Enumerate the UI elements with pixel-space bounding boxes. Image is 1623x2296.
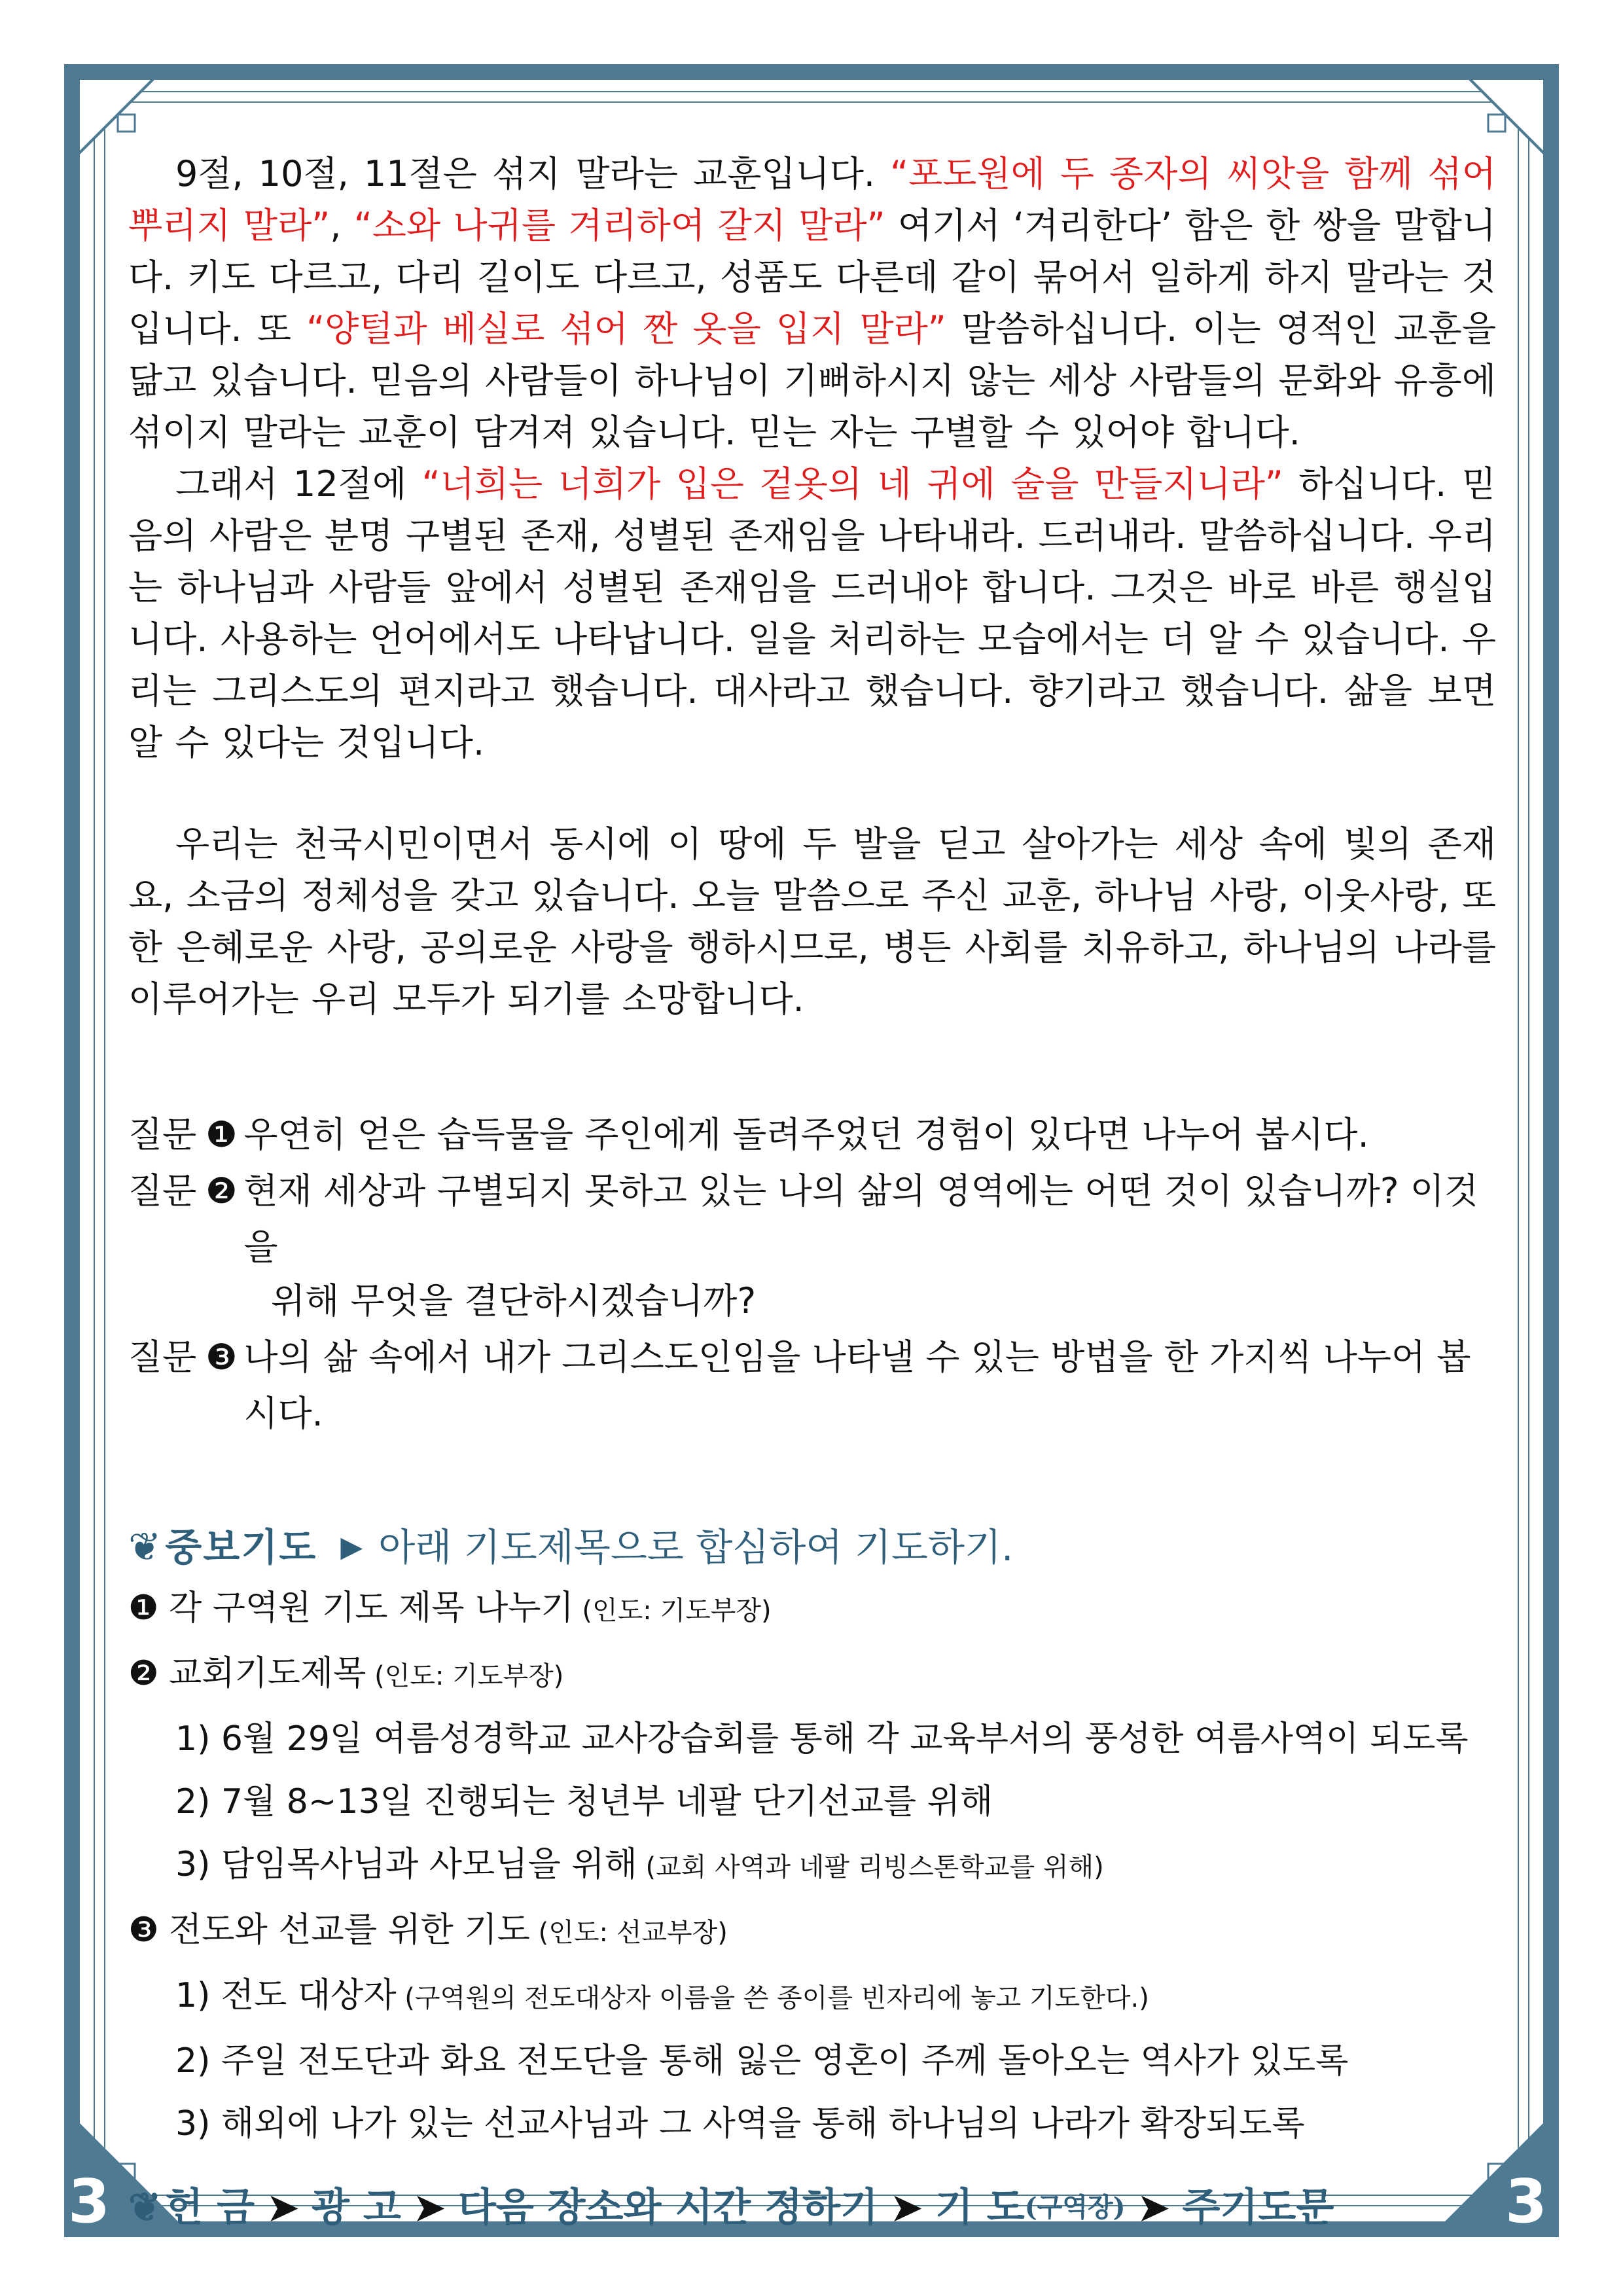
- text-run: 그래서 12절에: [175, 463, 422, 505]
- scripture-quote: “너희는 너희가 입은 겉옷의 네 귀에 술을 만들지니라”: [421, 463, 1283, 505]
- order-step-lords-prayer: 주기도문: [1182, 2185, 1334, 2231]
- order-step-offering: 헌 금: [165, 2185, 255, 2231]
- subitem-text: 1) 전도 대상자: [175, 1976, 397, 2015]
- prayer-subitem: [128, 2030, 1496, 2092]
- prayer-item-note: (인도: 기도부장): [573, 1596, 772, 1626]
- subitem-text: 2) 주일 전도단과 화요 전도단을 통해 잃은 영혼이 주께 돌아오는 역사가 있도록: [175, 2041, 1349, 2081]
- prayer-subitem: [128, 1708, 1496, 1770]
- prayer-subitem: [128, 1833, 1496, 1899]
- subitem-text: 3) 해외에 나가 있는 선교사님과 그 사역을 통해 하나님의 나라가 확장되도록: [175, 2104, 1305, 2144]
- prayer-subitem: [128, 1770, 1496, 1833]
- scripture-quote: “양털과 베실로 섞어 짠 옷을 입지 말라”: [306, 308, 946, 350]
- order-step-prayer-note: (구역장): [1024, 2192, 1126, 2223]
- question-2: [128, 1163, 1496, 1276]
- text-run: 9절, 10절, 11절은 섞지 말라는 교훈입니다.: [175, 153, 891, 194]
- heart-icon: ❦: [128, 2185, 162, 2231]
- arrow-right-icon: ➤: [268, 2186, 299, 2229]
- scripture-quote: “포도원에 두 종자의 씨앗을 함께 섞어 뿌리지 말라”: [128, 153, 1497, 246]
- page-content: [128, 148, 1496, 2240]
- meeting-order: [128, 2175, 1496, 2240]
- prayer-subitem: [128, 2092, 1496, 2155]
- arrow-right-icon: ➤: [1138, 2186, 1169, 2229]
- circled-number-3-icon: ❸: [128, 1910, 159, 1950]
- question-2-continued: 위해 무엇을 결단하시겠습니까?: [271, 1280, 757, 1321]
- prayer-item-text: 각 구역원 기도 제목 나누기: [169, 1588, 574, 1628]
- question-text: 나의 삶 속에서 내가 그리스도인임을 나타낼 수 있는 방법을 한 가지씩 나누어 봅시다.: [243, 1336, 1471, 1434]
- order-step-prayer: 기 도: [935, 2185, 1025, 2231]
- prayer-item-text: 교회기도제목: [169, 1654, 366, 1693]
- arrow-right-icon: ➤: [414, 2186, 445, 2229]
- circled-number-1-icon: ❶: [205, 1114, 238, 1155]
- discussion-questions: [128, 1107, 1496, 1442]
- prayer-title: 중보기도: [165, 1525, 317, 1570]
- question-text: 우연히 얻은 습득물을 주인에게 돌려주었던 경험이 있다면 나누어 봅시다.: [243, 1114, 1369, 1155]
- prayer-item-note: (인도: 선교부장): [529, 1918, 728, 1948]
- subitem-text: 3) 담임목사님과 사모님을 위해: [175, 1845, 637, 1884]
- paragraph-3: 우리는 천국시민이면서 동시에 이 땅에 두 발을 딛고 살아가는 세상 속에 빛의 존재요, 소금의 정체성을 갖고 있습니다. 오늘 말씀으로 주신 교훈, 하나님 사랑, 이웃사랑, 또한 은혜로운 사랑, 공의로운 사랑을 행하시므로, 병든 사회를 치유하고, 하나님의 나라를 이루어가는 우리 모두가 되기를 소망합니다.: [128, 823, 1496, 1020]
- prayer-subitem: [128, 1964, 1496, 2030]
- order-step-next-meeting: 다음 장소와 시간 정하기: [457, 2185, 879, 2231]
- question-label: 질문: [128, 1114, 197, 1155]
- prayer-subtitle: 아래 기도제목으로 합심하여 기도하기.: [378, 1525, 1014, 1570]
- arrow-right-icon: ➤: [891, 2186, 922, 2229]
- question-label: 질문: [128, 1170, 197, 1211]
- page-number-right: 3: [1505, 2166, 1548, 2236]
- heart-icon: ❦: [128, 1524, 162, 1570]
- paragraph-2: [128, 458, 1496, 768]
- paragraph-1: [128, 148, 1496, 458]
- prayer-item-3: [128, 1899, 1496, 1964]
- prayer-item-2: [128, 1642, 1496, 1708]
- text-run: 하십니다. 믿음의 사람은 분명 구별된 존재, 성별된 존재임을 나타내라. 드러내라. 말씀하십니다. 우리는 하나님과 사람들 앞에서 성별된 존재임을 드러내야 합니다. 그것은 바로 바른 행실입니다. 사용하는 언어에서도 나타납니다. 일을 처리하는 모습에서는 더 알 수 있습니다. 우리는 그리스도의 편지라고 했습니다. 대사라고 했습니다. 향기라고 했습니다. 삶을 보면 알 수 있다는 것입니다.: [128, 463, 1496, 763]
- question-label: 질문: [128, 1336, 197, 1378]
- triangle-right-icon: ▶: [340, 1530, 363, 1564]
- circled-number-1-icon: ❶: [128, 1588, 159, 1628]
- prayer-item-text: 전도와 선교를 위한 기도: [169, 1910, 530, 1950]
- question-3: [128, 1329, 1496, 1442]
- question-text: 현재 세상과 구별되지 못하고 있는 나의 삶의 영역에는 어떤 것이 있습니까? 이것을: [243, 1170, 1479, 1268]
- scripture-quote: “소와 나귀를 겨리하여 갈지 말라”: [353, 205, 885, 246]
- subitem-note: (구역원의 전도대상자 이름을 쓴 종이를 빈자리에 놓고 기도한다.): [396, 1983, 1149, 2013]
- circled-number-2-icon: ❷: [128, 1654, 159, 1693]
- text-run: 여기서 ‘겨리한다’ 함은 한 쌍을 말합니다. 키도 다르고, 다리 길이도 다르고, 성품도 다른데 같이 묶어서 일하게 하지 말라는 것입니다. 또: [128, 205, 1496, 350]
- subitem-text: 2) 7월 8~13일 진행되는 청년부 네팔 단기선교를 위해: [175, 1782, 993, 1821]
- text-run: 말씀하십니다. 이는 영적인 교훈을 닮고 있습니다. 믿음의 사람들이 하나님이 기뻐하시지 않는 세상 사람들의 문화와 유흥에 섞이지 말라는 교훈이 담겨져 있습니다. 믿는 자는 구별할 수 있어야 합니다.: [128, 308, 1496, 453]
- prayer-item-note: (인도: 기도부장): [366, 1661, 564, 1691]
- subitem-text: 1) 6월 29일 여름성경학교 교사강습회를 통해 각 교육부서의 풍성한 여름사역이 되도록: [175, 1719, 1469, 1759]
- subitem-note: (교회 사역과 네팔 리빙스톤학교를 위해): [637, 1852, 1104, 1882]
- page-number-left: 3: [68, 2166, 111, 2236]
- prayer-item-1: [128, 1577, 1496, 1642]
- intercessory-prayer-section: [128, 1518, 1496, 2155]
- circled-number-2-icon: ❷: [205, 1170, 238, 1211]
- question-1: [128, 1107, 1496, 1163]
- prayer-heading: [128, 1518, 1496, 1577]
- text-run: ,: [330, 205, 354, 246]
- order-step-announcements: 광 고: [312, 2185, 401, 2231]
- circled-number-3-icon: ❸: [205, 1336, 238, 1378]
